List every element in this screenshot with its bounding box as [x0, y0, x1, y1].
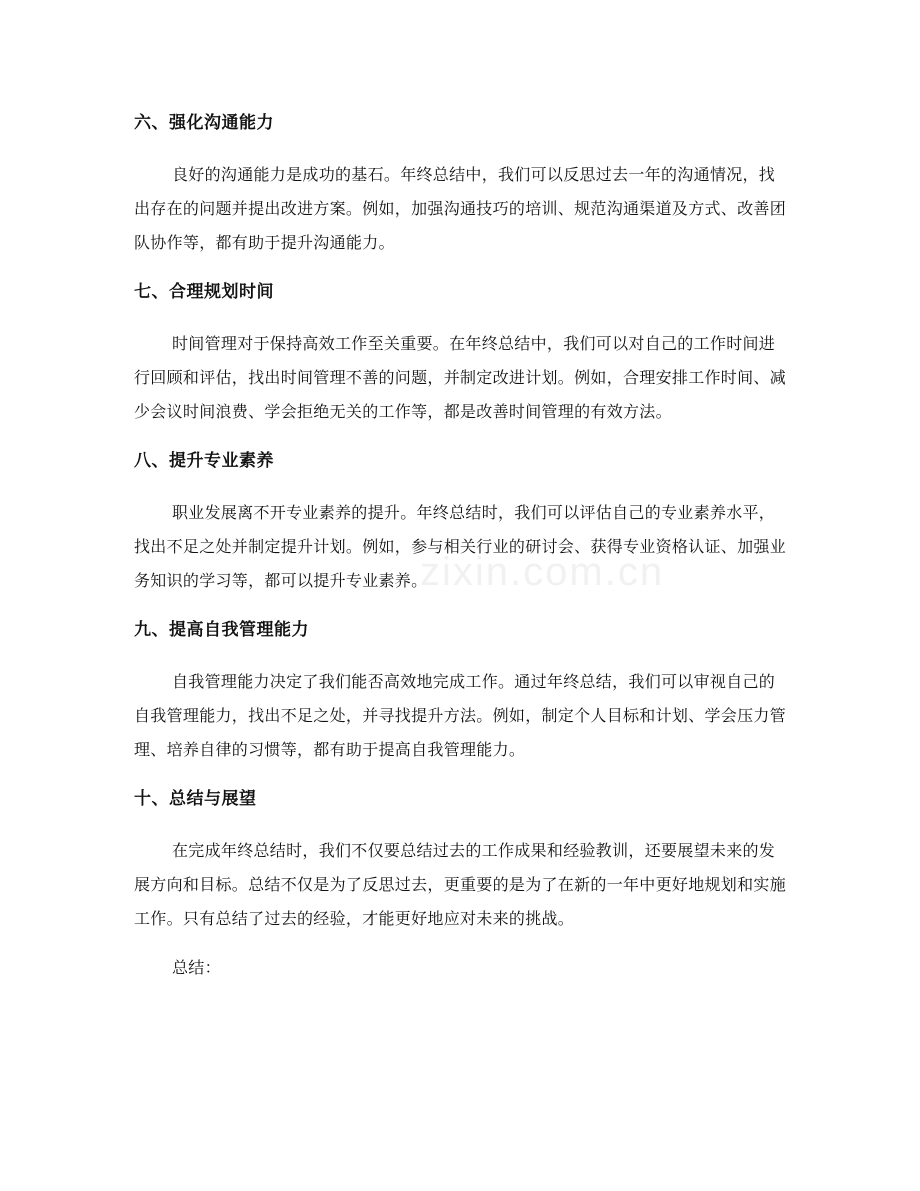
- section-8-body: 职业发展离不开专业素养的提升。年终总结时，我们可以评估自己的专业素养水平，找出不足之处并制定提升计划。例如，参与相关行业的研讨会、获得专业资格认证、加强业务知识的学习等，都可以提升专业素养。: [134, 503, 787, 590]
- section-10-heading: 十、总结与展望: [134, 789, 257, 809]
- section-9-heading: 九、提高自我管理能力: [134, 620, 309, 640]
- section-6-heading: 六、强化沟通能力: [134, 113, 274, 133]
- section-7-body: 时间管理对于保持高效工作至关重要。在年终总结中，我们可以对自己的工作时间进行回顾和评估，找出时间管理不善的问题，并制定改进计划。例如，合理安排工作时间、减少会议时间浪费、学会拒绝无关的工作等，都是改善时间管理的有效方法。: [134, 334, 787, 421]
- section-7-heading: 七、合理规划时间: [134, 282, 274, 302]
- closing-label: 总结：: [172, 958, 221, 977]
- section-6-body: 良好的沟通能力是成功的基石。年终总结中，我们可以反思过去一年的沟通情况，找出存在的问题并提出改进方案。例如，加强沟通技巧的培训、规范沟通渠道及方式、改善团队协作等，都有助于提升沟通能力。: [134, 165, 787, 252]
- section-10-body: 在完成年终总结时，我们不仅要总结过去的工作成果和经验教训，还要展望未来的发展方向和目标。总结不仅是为了反思过去，更重要的是为了在新的一年中更好地规划和实施工作。只有总结了过去的经验，才能更好地应对未来的挑战。: [134, 841, 787, 928]
- section-9-body: 自我管理能力决定了我们能否高效地完成工作。通过年终总结，我们可以审视自己的自我管理能力，找出不足之处，并寻找提升方法。例如，制定个人目标和计划、学会压力管理、培养自律的习惯等，都有助于提高自我管理能力。: [134, 672, 787, 759]
- watermark-text: zixin.com.cn: [420, 550, 665, 594]
- section-8-heading: 八、提升专业素养: [134, 451, 274, 471]
